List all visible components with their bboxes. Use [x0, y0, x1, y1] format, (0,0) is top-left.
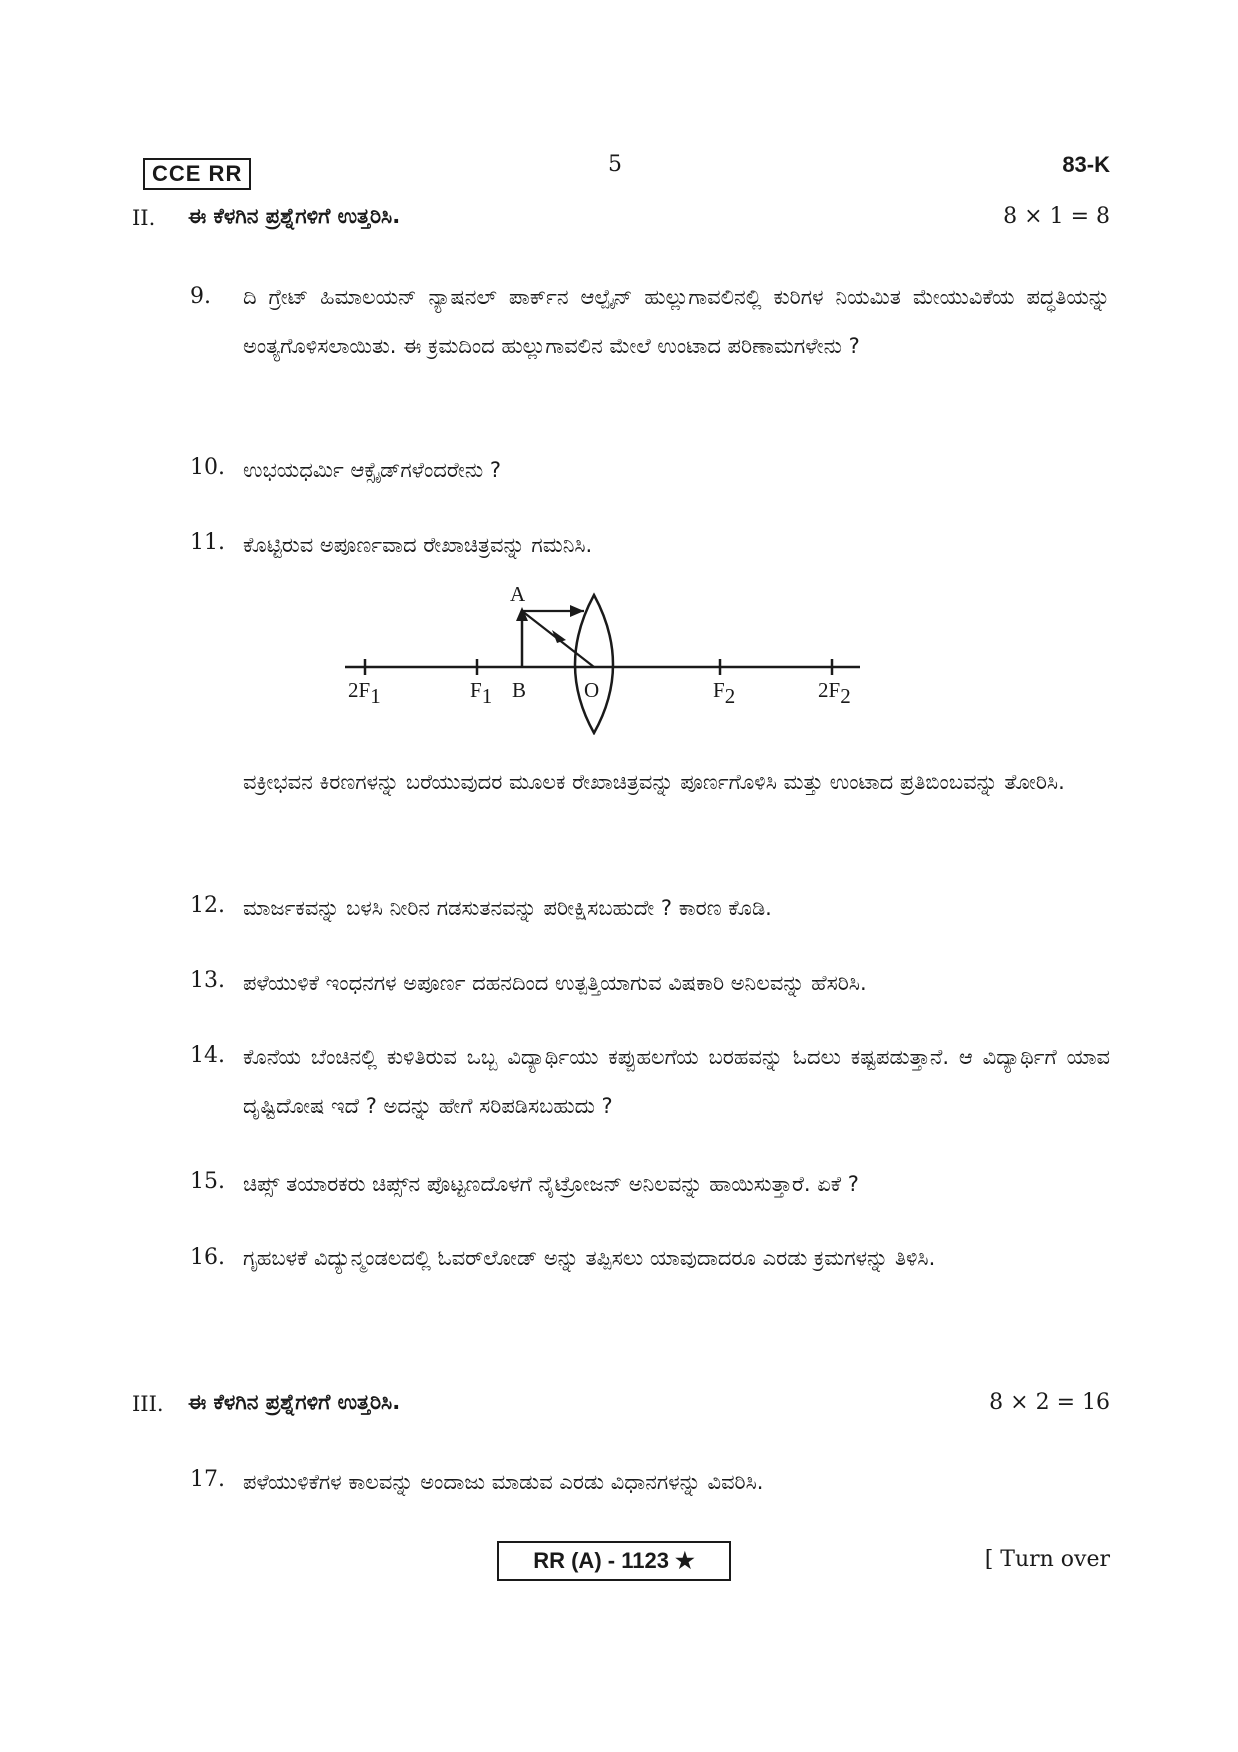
question-text: ಉಭಯಧರ್ಮಿ ಆಕ್ಸೈಡ್‌ಗಳೆಂದರೇನು ? [243, 458, 501, 482]
section-title: ಈ ಕೆಳಗಿನ ಪ್ರಶ್ನೆಗಳಿಗೆ ಉತ್ತರಿಸಿ. [188, 204, 401, 228]
question-number: 11. [190, 530, 225, 555]
question-text: ಮಾರ್ಜಕವನ್ನು ಬಳಸಿ ನೀರಿನ ಗಡಸುತನವನ್ನು ಪರೀಕ್ಷಿಸಬಹುದೇ ? ಕಾರಣ ಕೊಡಿ. [243, 896, 772, 920]
question-number: 15. [190, 1169, 225, 1194]
label-b: B [512, 678, 527, 702]
label-f1: F1 [470, 678, 493, 708]
label-2f2: 2F2 [818, 678, 851, 708]
turn-over-note: [ Turn over [984, 1547, 1110, 1572]
question-text: ಗೃಹಬಳಕೆ ವಿದ್ಯುನ್ಮಂಡಲದಲ್ಲಿ ಓವರ್‌ಲೋಡ್ ಅನ್ನು ತಪ್ಪಿಸಲು ಯಾವುದಾದರೂ ಎರಡು ಕ್ರಮಗಳನ್ನು ತಿಳಿಸಿ. [243, 1246, 936, 1270]
section-marks: 8 × 1 = 8 [1003, 204, 1110, 229]
question-text: ಕೊನೆಯ ಬೆಂಚಿನಲ್ಲಿ ಕುಳಿತಿರುವ ಒಬ್ಬ ವಿದ್ಯಾರ್ಥಿಯು ಕಪ್ಪುಹಲಗೆಯ ಬರಹವನ್ನು ಓದಲು ಕಷ್ಟಪಡುತ್ತಾನೆ. ಆ ವಿದ್ಯಾರ್ಥಿಗೆ ಯಾವ ದೃಷ್ಟಿದೋಷ ಇದೆ ? ಅದನ್ನು ಹೇಗೆ ಸರಿಪಡಿಸಬಹುದು ? [243, 1045, 1110, 1118]
question-number: 17. [190, 1467, 225, 1492]
question-text: ಚಿಪ್ಸ್ ತಯಾರಕರು ಚಿಪ್ಸ್‌ನ ಪೊಟ್ಟಣದೊಳಗೆ ನೈಟ್ರೋಜನ್ ಅನಿಲವನ್ನು ಹಾಯಿಸುತ್ತಾರೆ. ಏಕೆ ? [243, 1172, 859, 1196]
question-text: ಪಳೆಯುಳಿಕೆಗಳ ಕಾಲವನ್ನು ಅಂದಾಜು ಮಾಡುವ ಎರಡು ವಿಧಾನಗಳನ್ನು ವಿವರಿಸಿ. [243, 1470, 764, 1494]
convex-lens [575, 595, 613, 733]
question-text: ದಿ ಗ್ರೇಟ್ ಹಿಮಾಲಯನ್ ನ್ಯಾಷನಲ್ ಪಾರ್ಕ್‌ನ ಆಲ್ಪೈನ್ ಹುಲ್ಲುಗಾವಲಿನಲ್ಲಿ ಕುರಿಗಳ ನಿಯಮಿತ ಮೇಯುವಿಕೆಯ ಪದ್ಧತಿಯನ್ನು ಅಂತ್ಯಗೊಳಿಸಲಾಯಿತು. ಈ ಕ್ರಮದಿಂದ ಹುಲ್ಲುಗಾವಲಿನ ಮೇಲೆ ಉಂಟಾದ ಪರಿಣಾಮಗಳೇನು ? [243, 285, 1110, 358]
label-o: O [584, 678, 600, 702]
question-text: ಪಳೆಯುಳಿಕೆ ಇಂಧನಗಳ ಅಪೂರ್ಣ ದಹನದಿಂದ ಉತ್ಪತ್ತಿಯಾಗುವ ವಿಷಕಾರಿ ಅನಿಲವನ್ನು ಹೆಸರಿಸಿ. [243, 971, 867, 995]
label-2f1: 2F1 [348, 678, 381, 708]
question-followup-text: ವಕ್ರೀಭವನ ಕಿರಣಗಳನ್ನು ಬರೆಯುವುದರ ಮೂಲಕ ರೇಖಾಚಿತ್ರವನ್ನು ಪೂರ್ಣಗೊಳಿಸಿ ಮತ್ತು ಉಂಟಾದ ಪ್ರತಿಬಿಂಬವನ್ನು ತೋರಿಸಿ. [243, 770, 1065, 794]
question-number: 10. [190, 455, 225, 480]
page-number: 5 [608, 152, 622, 177]
section-number: III. [132, 1392, 164, 1416]
paper-code: 83-K [1062, 152, 1110, 177]
question-number: 16. [190, 1245, 225, 1270]
series-label-box: CCE RR [143, 158, 251, 190]
question-number: 13. [190, 968, 225, 993]
section-number: II. [132, 206, 156, 230]
label-a: A [510, 585, 526, 606]
question-number: 12. [190, 893, 225, 918]
lens-ray-diagram [330, 585, 870, 735]
question-number: 14. [190, 1043, 225, 1068]
question-text: ಕೊಟ್ಟಿರುವ ಅಪೂರ್ಣವಾದ ರೇಖಾಚಿತ್ರವನ್ನು ಗಮನಿಸಿ. [243, 533, 593, 557]
parallel-ray-arrowhead [570, 605, 584, 617]
label-f2: F2 [713, 678, 736, 708]
question-number: 9. [190, 284, 211, 309]
section-title: ಈ ಕೆಳಗಿನ ಪ್ರಶ್ನೆಗಳಿಗೆ ಉತ್ತರಿಸಿ. [188, 1390, 401, 1414]
footer-code-box: RR (A) - 1123 ★ [497, 1541, 731, 1581]
section-marks: 8 × 2 = 16 [989, 1390, 1110, 1415]
